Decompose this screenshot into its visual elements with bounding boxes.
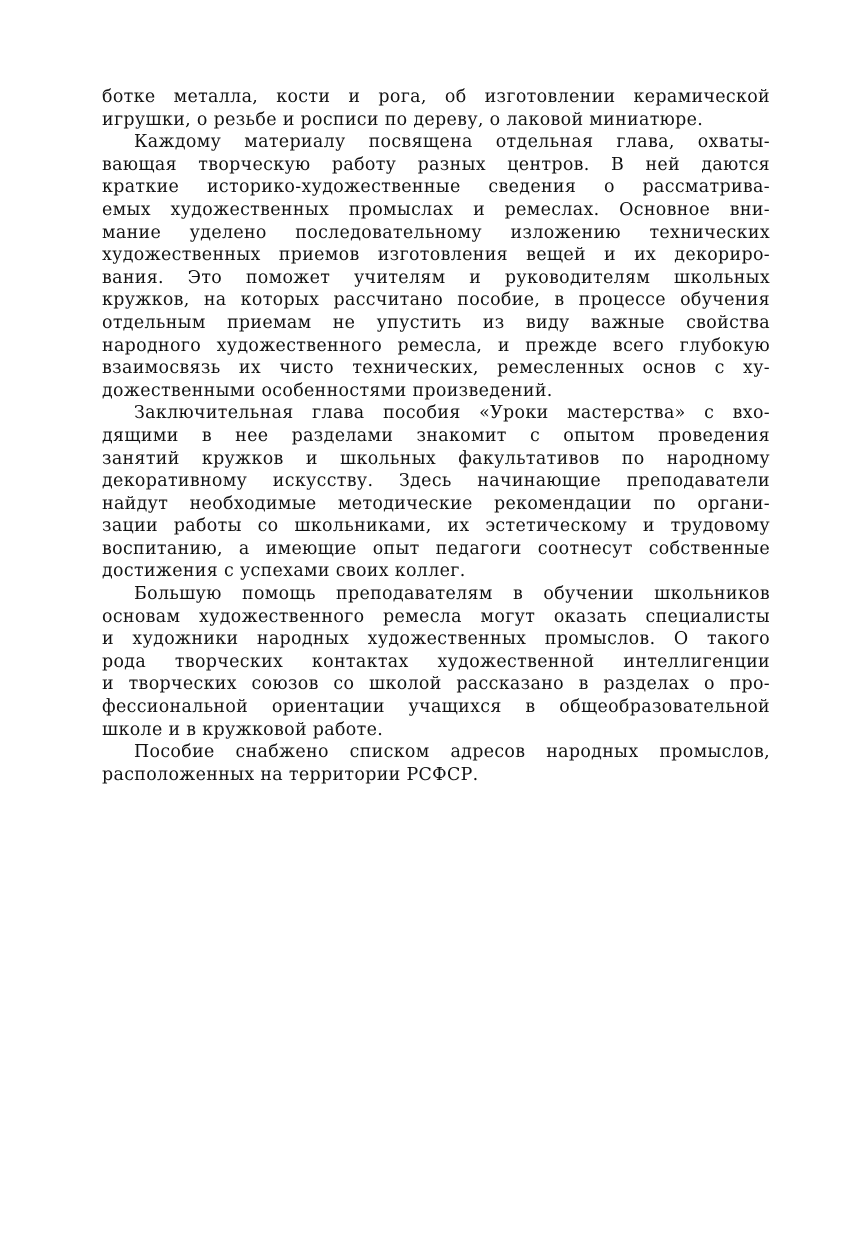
text-line: краткие историко-художественные сведения о рассматрива- xyxy=(102,177,770,198)
text-line: дящими в нее разделами знакомит с опытом проведения xyxy=(102,425,770,446)
text-line: Пособие снабжено списком адресов народных промыслов, xyxy=(134,742,770,763)
text-line: игрушки, о резьбе и росписи по дереву, о лаковой миниатюре. xyxy=(102,109,704,130)
text-line: зации работы со школьниками, их эстетическому и трудовому xyxy=(102,516,770,537)
text-line: кружков, на которых рассчитано пособие, в процессе обучения xyxy=(102,290,770,311)
text-line: Большую помощь преподавателям в обучении школьников xyxy=(134,584,770,605)
text-line: найдут необходимые методические рекомендации по органи- xyxy=(102,493,770,514)
paragraph-2 xyxy=(102,131,770,402)
text-line: занятий кружков и школьных факультативов по народному xyxy=(102,448,770,469)
text-line: Заключительная глава пособия «Уроки мастерства» с вхо- xyxy=(134,403,770,424)
text-line: и художники народных художественных промыслов. О такого xyxy=(102,629,770,650)
paragraph-4 xyxy=(102,583,770,741)
text-line: рода творческих контактах художественной интеллигенции xyxy=(102,651,770,672)
text-line: декоративному искусству. Здесь начинающие преподаватели xyxy=(102,471,770,492)
text-line: дожественными особенностями произведений. xyxy=(102,380,553,401)
text-line: взаимосвязь их чисто технических, ремесленных основ с ху- xyxy=(102,358,770,379)
text-line: вающая творческую работу разных центров. В ней даются xyxy=(102,154,770,175)
text-line: достижения с успехами своих коллег. xyxy=(102,561,466,582)
text-line: емых художественных промыслах и ремеслах. Основное вни- xyxy=(102,199,770,220)
text-line: фессиональной ориентации учащихся в общеобразовательной xyxy=(102,697,770,718)
text-line: мание уделено последовательному изложению технических xyxy=(102,222,770,243)
paragraph-3 xyxy=(102,402,770,583)
paragraph-5 xyxy=(102,741,770,786)
text-line: вания. Это поможет учителям и руководителям школьных xyxy=(102,267,770,288)
text-line: Каждому материалу посвящена отдельная глава, охваты- xyxy=(134,132,770,153)
text-line: расположенных на территории РСФСР. xyxy=(102,764,479,785)
text-line: основам художественного ремесла могут оказать специалисты xyxy=(102,606,770,627)
body-text xyxy=(102,86,770,786)
text-line: ботке металла, кости и рога, об изготовлении керамической xyxy=(102,87,770,107)
text-line: художественных приемов изготовления вещей и их декориро- xyxy=(102,245,770,266)
text-line: воспитанию, а имеющие опыт педагоги соотнесут собственные xyxy=(102,538,770,559)
paragraph-1 xyxy=(102,86,770,131)
text-line: отдельным приемам не упустить из виду важные свойства xyxy=(102,312,770,333)
text-line: школе и в кружковой работе. xyxy=(102,719,384,740)
text-line: народного художественного ремесла, и прежде всего глубокую xyxy=(102,335,770,356)
text-line: и творческих союзов со школой рассказано в разделах о про- xyxy=(102,674,770,695)
